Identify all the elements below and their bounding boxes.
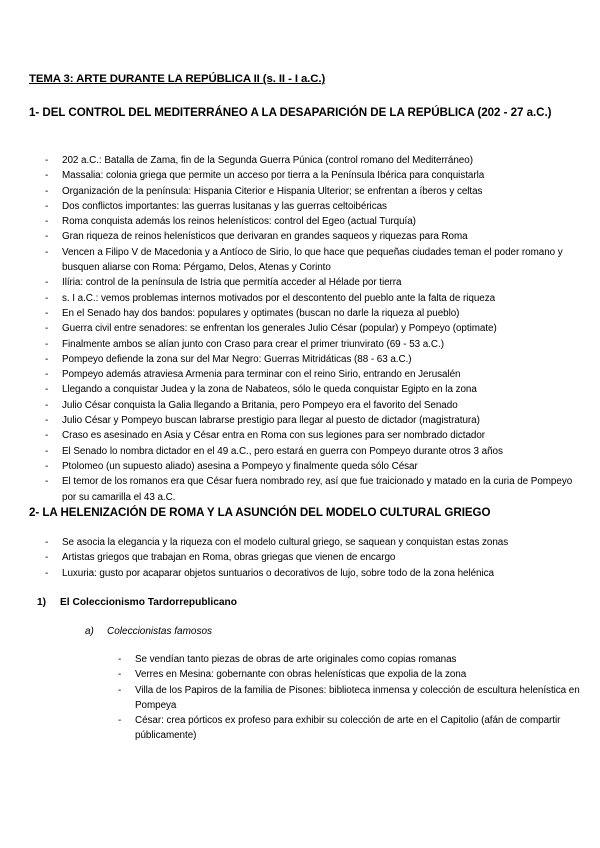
list-item: - Craso es asesinado en Asia y César entra en Roma con sus legiones para ser nombrado dictador (45, 428, 585, 443)
list-item: - Dos conflictos importantes: las guerras lusitanas y las guerras celtoibéricas (45, 199, 585, 214)
list-item: - Pompeyo además atraviesa Armenia para terminar con el reino Sirio, entrando en Jerusalén (45, 367, 585, 382)
list-item: - 202 a.C.: Batalla de Zama, fin de la Segunda Guerra Púnica (control romano del Mediterráneo) (45, 153, 585, 168)
list-item: - El temor de los romanos era que César fuera nombrado rey, así que fue traicionado y matado en la curia de Pompeyo por su camarilla el 43 a.C. (45, 474, 585, 505)
list-item: - Villa de los Papiros de la familia de Pisones: biblioteca inmensa y colección de escultura helenística en Pompeya (118, 683, 580, 714)
list-item: - Gran riqueza de reinos helenísticos que derivaran en grandes saqueos y riquezas para Roma (45, 229, 585, 244)
list-item: - Ilíria: control de la península de Istria que permitía acceder al Hélade por tierra (45, 275, 585, 290)
list-item: - Artistas griegos que trabajan en Roma, obras griegas que vienen de encargo (45, 550, 585, 565)
list-item: - Luxuria: gusto por acaparar objetos suntuarios o decorativos de lujo, sobre todo de la zona helénica (45, 566, 585, 581)
list-item: - En el Senado hay dos bandos: populares y optimates (buscan no darle la riqueza al pueblo) (45, 306, 585, 321)
subsection-heading (37, 597, 237, 608)
list-item: - Verres en Mesina: gobernante con obras helenísticas que expolia de la zona (118, 667, 580, 682)
list-item: - Se vendían tanto piezas de obras de arte originales como copias romanas (118, 652, 580, 667)
list-item: - Se asocia la elegancia y la riqueza con el modelo cultural griego, se saquean y conquistan estas zonas (45, 535, 585, 550)
subsection-label: El Coleccionismo Tardorrepublicano (60, 597, 237, 608)
subsubsection-heading (85, 626, 212, 637)
list-item: - s. I a.C.: vemos problemas internos motivados por el descontento del pueblo ante la falta de riqueza (45, 291, 585, 306)
list-item: - César: crea pórticos ex profeso para exhibir su colección de arte en el Capitolio (afán de compartir públicamente) (118, 713, 580, 744)
list-item: - Ptolomeo (un supuesto aliado) asesina a Pompeyo y finalmente queda sólo César (45, 459, 585, 474)
section-1-heading: 1- DEL CONTROL DEL MEDITERRÁNEO A LA DESAPARICIÓN DE LA REPÚBLICA (202 - 27 a.C.) (29, 106, 552, 119)
section-1-list (45, 153, 585, 505)
list-item: - Pompeyo defiende la zona sur del Mar Negro: Guerras Mitridáticas (88 - 63 a.C.) (45, 352, 585, 367)
list-item: - Vencen a Filipo V de Macedonia y a Antíoco de Sirio, lo que hace que pequeñas ciudades teman el poder romano y busquen aliarse con Roma: Pérgamo, Delos, Atenas y Corinto (45, 245, 585, 276)
list-item: - El Senado lo nombra dictador en el 49 a.C., pero estará en guerra con Pompeyo durante otros 3 años (45, 444, 585, 459)
section-2-list (45, 535, 585, 581)
list-item: - Roma conquista además los reinos helenísticos: control del Egeo (actual Turquía) (45, 214, 585, 229)
list-item: - Organización de la península: Hispania Citerior e Hispania Ulterior; se enfrentan a íberos y celtas (45, 184, 585, 199)
section-2-heading: 2- LA HELENIZACIÓN DE ROMA Y LA ASUNCIÓN DEL MODELO CULTURAL GRIEGO (29, 506, 491, 519)
subsubsection-number: a) (85, 626, 94, 637)
subsubsection-list (118, 652, 580, 744)
subsubsection-label: Coleccionistas famosos (107, 626, 213, 637)
list-item: - Llegando a conquistar Judea y la zona de Nabateos, sólo le queda conquistar Egipto en la zona (45, 382, 585, 397)
list-item: - Finalmente ambos se alían junto con Craso para crear el primer triunvirato (69 - 53 a.C.) (45, 337, 585, 352)
subsection-number: 1) (37, 597, 47, 608)
list-item: - Julio César conquista la Galia llegando a Britania, pero Pompeyo era el favorito del Senado (45, 398, 585, 413)
list-item: - Guerra civil entre senadores: se enfrentan los generales Julio César (popular) y Pompeyo (optimate) (45, 321, 585, 336)
document-title: TEMA 3: ARTE DURANTE LA REPÚBLICA II (s. II - I a.C.) (29, 73, 326, 85)
list-item: - Massalia: colonia griega que permite un acceso por tierra a la Península Ibérica para conquistarla (45, 168, 585, 183)
list-item: - Julio César y Pompeyo buscan labrarse prestigio para llegar al puesto de dictador (magistratura) (45, 413, 585, 428)
